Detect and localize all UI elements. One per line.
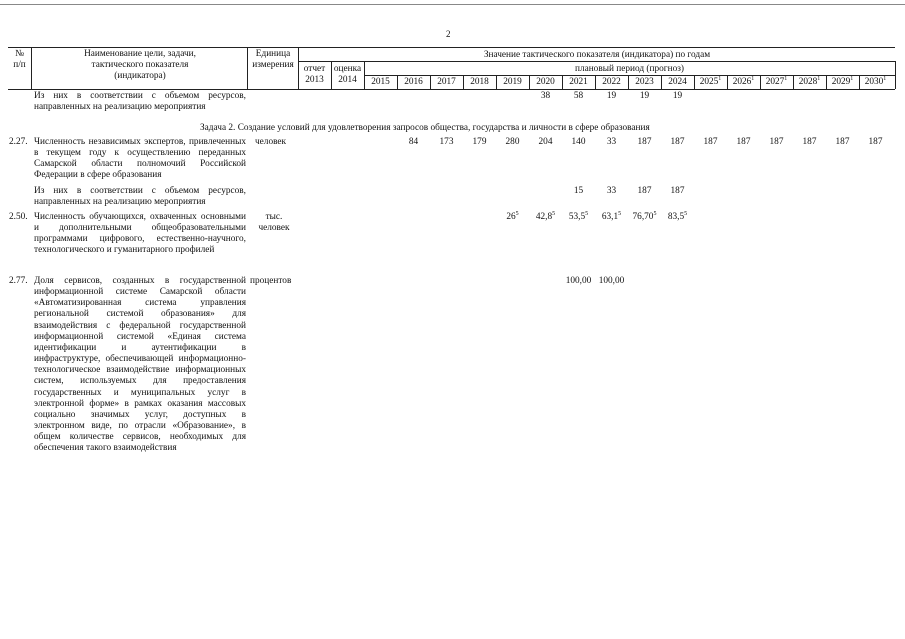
footnote-marker: 1 [784, 76, 788, 82]
year-label: 2016 [404, 77, 423, 87]
cell-value [661, 137, 694, 148]
cell-value-text: 84 [408, 137, 419, 147]
footnote-marker: 5 [684, 211, 688, 217]
year-header [430, 77, 463, 88]
cell-value-text: 140 [571, 137, 586, 147]
top-rule [0, 4, 905, 5]
cell-value-text: 187 [637, 186, 652, 196]
year-label: 2013 [305, 75, 324, 85]
cell-value-text: 187 [868, 137, 883, 147]
header-divider [31, 47, 32, 89]
cell-value-text: 19 [672, 91, 683, 101]
cell-value [661, 212, 694, 223]
year-label: 2030 [864, 77, 884, 87]
year-header [661, 77, 694, 88]
cell-value [562, 137, 595, 148]
footnote-marker: 1 [718, 76, 722, 82]
cell-value [661, 91, 694, 102]
cell-value-text: 187 [637, 137, 652, 147]
year-header [331, 75, 364, 86]
cell-value-text: 38 [540, 91, 551, 101]
cell-value [529, 91, 562, 102]
cell-value-text: 63,1 [601, 212, 619, 222]
row-number: 2.50. [9, 212, 28, 222]
cell-value-text: 187 [670, 186, 685, 196]
header-top-border [8, 47, 895, 48]
year-label: 2014 [338, 75, 357, 85]
cell-value [661, 186, 694, 197]
footnote-marker: 1 [817, 76, 821, 82]
header-no: № п/п [13, 49, 26, 71]
year-header [694, 77, 727, 88]
footnote-marker: 5 [515, 211, 519, 217]
cell-value-text: 187 [802, 137, 817, 147]
year-label: 2019 [503, 77, 522, 87]
cell-value [463, 137, 496, 148]
cell-value-text: 204 [538, 137, 553, 147]
year-label: 2020 [536, 77, 555, 87]
row-number: 2.77. [9, 276, 28, 286]
cell-value [628, 137, 661, 148]
cell-value-text: 187 [670, 137, 685, 147]
cell-value [628, 91, 661, 102]
header-name: Наименование цели, задачи, тактического показателя (индикатора) [84, 49, 196, 82]
cell-value [595, 276, 628, 287]
year-header [397, 77, 430, 88]
year-header [496, 77, 529, 88]
cell-value-text: 100,00 [565, 276, 592, 286]
footnote-marker: 5 [585, 211, 589, 217]
cell-value-text: 19 [639, 91, 650, 101]
footnote-marker: 5 [552, 211, 556, 217]
header-values-title: Значение тактического показателя (индикатора) по годам [483, 50, 711, 60]
cell-value-text: 15 [573, 186, 584, 196]
year-header [826, 77, 859, 88]
cell-value [562, 186, 595, 197]
row-name: Численность обучающихся, охваченных основными и дополнительными общеобразовательными программами цифрового, естественно-научного, технологического и гуманитарного профилей [34, 212, 246, 256]
year-label: 2029 [831, 77, 851, 87]
header-bottom-border [8, 89, 895, 90]
cell-value-text: 58 [573, 91, 584, 101]
footnote-marker: 5 [618, 211, 622, 217]
cell-value-text: 42,8 [535, 212, 553, 222]
cell-value [628, 186, 661, 197]
year-header [298, 75, 331, 86]
year-header [463, 77, 496, 88]
footnote-marker: 1 [751, 76, 755, 82]
cell-value-text: 100,00 [598, 276, 625, 286]
cell-value [595, 91, 628, 102]
cell-value [595, 137, 628, 148]
cell-value [397, 137, 430, 148]
year-label: 2023 [635, 77, 654, 87]
cell-value-text: 53,5 [568, 212, 586, 222]
header-estimate: оценка [333, 64, 362, 74]
year-header [562, 77, 595, 88]
row-unit: тыс. человек [258, 212, 290, 234]
cell-value-text: 76,70 [632, 212, 654, 222]
year-label: 2021 [569, 77, 588, 87]
year-header [529, 77, 562, 88]
cell-value [562, 276, 595, 287]
cell-value-text: 187 [703, 137, 718, 147]
cell-value [562, 212, 595, 223]
cell-value-text: 187 [769, 137, 784, 147]
year-header [859, 77, 892, 88]
row-unit: процентов [250, 276, 292, 286]
row-unit: человек [255, 137, 287, 147]
row-number: 2.27. [9, 137, 28, 147]
cell-value [595, 186, 628, 197]
row-name: Из них в соответствии с объемом ресурсов, направленных на реализацию мероприятия [34, 186, 246, 208]
year-label: 2026 [732, 77, 752, 87]
year-header [595, 77, 628, 88]
cell-value-text: 33 [606, 186, 617, 196]
header-right-border [895, 61, 896, 89]
cell-value-text: 187 [736, 137, 751, 147]
cell-value-text: 187 [835, 137, 850, 147]
year-label: 2024 [668, 77, 687, 87]
cell-value [760, 137, 793, 148]
cell-value-text: 83,5 [667, 212, 685, 222]
cell-value [859, 137, 892, 148]
header-report: отчет [303, 64, 326, 74]
year-header [628, 77, 661, 88]
year-label: 2028 [798, 77, 818, 87]
header-unit: Единица измерения [252, 49, 294, 71]
row-name: Из них в соответствии с объемом ресурсов, направленных на реализацию мероприятия [34, 91, 246, 113]
cell-value-text: 33 [606, 137, 617, 147]
year-label: 2018 [470, 77, 489, 87]
cell-value [793, 137, 826, 148]
cell-value [529, 212, 562, 223]
cell-value [628, 212, 661, 223]
cell-value-text: 280 [505, 137, 520, 147]
row-name: Доля сервисов, созданных в государственной информационной системе Самарской области «Автоматизированная система управления региональной системой образования» для взаимодействия с федеральной государственной информационной системой «Единая система идентификации и аутентификации в инфраструктуре, обеспечивающей информационно-технологическое взаимодействие информационных систем, используемых для предоставления государственных и муниципальных услуг в электронной форме» в рамках оказания массовых социально значимых услуг, доступных в электронном виде, по отрасли «Образование», в общем количестве сервисов, необходимых для обеспечения такого взаимодействия [34, 276, 246, 454]
cell-value-text: 26 [506, 212, 516, 222]
cell-value [595, 212, 628, 223]
cell-value [496, 137, 529, 148]
year-header [760, 77, 793, 88]
footnote-marker: 1 [883, 76, 887, 82]
footnote-marker: 5 [653, 211, 657, 217]
cell-value [562, 91, 595, 102]
year-label: 2027 [765, 77, 785, 87]
page-number: 2 [446, 29, 451, 39]
year-label: 2017 [437, 77, 456, 87]
year-header [364, 77, 397, 88]
cell-value [529, 137, 562, 148]
year-label: 2022 [602, 77, 621, 87]
cell-value [727, 137, 760, 148]
year-label: 2025 [699, 77, 719, 87]
task-heading: Задача 2. Создание условий для удовлетворения запросов общества, государства и личности в сфере образования [200, 123, 650, 133]
cell-value-text: 19 [606, 91, 617, 101]
header-plan-period: плановый период (прогноз) [574, 64, 685, 74]
footnote-marker: 1 [850, 76, 854, 82]
cell-value [430, 137, 463, 148]
cell-value-text: 173 [439, 137, 454, 147]
cell-value [826, 137, 859, 148]
year-label: 2015 [371, 77, 390, 87]
cell-value [694, 137, 727, 148]
year-header [793, 77, 826, 88]
cell-value-text: 179 [472, 137, 487, 147]
row-name: Численность независимых экспертов, привлеченных в текущем году к осуществлению переданных Самарской области полномочий Российской Федерации в сфере образования [34, 137, 246, 181]
year-header [727, 77, 760, 88]
cell-value [496, 212, 529, 223]
